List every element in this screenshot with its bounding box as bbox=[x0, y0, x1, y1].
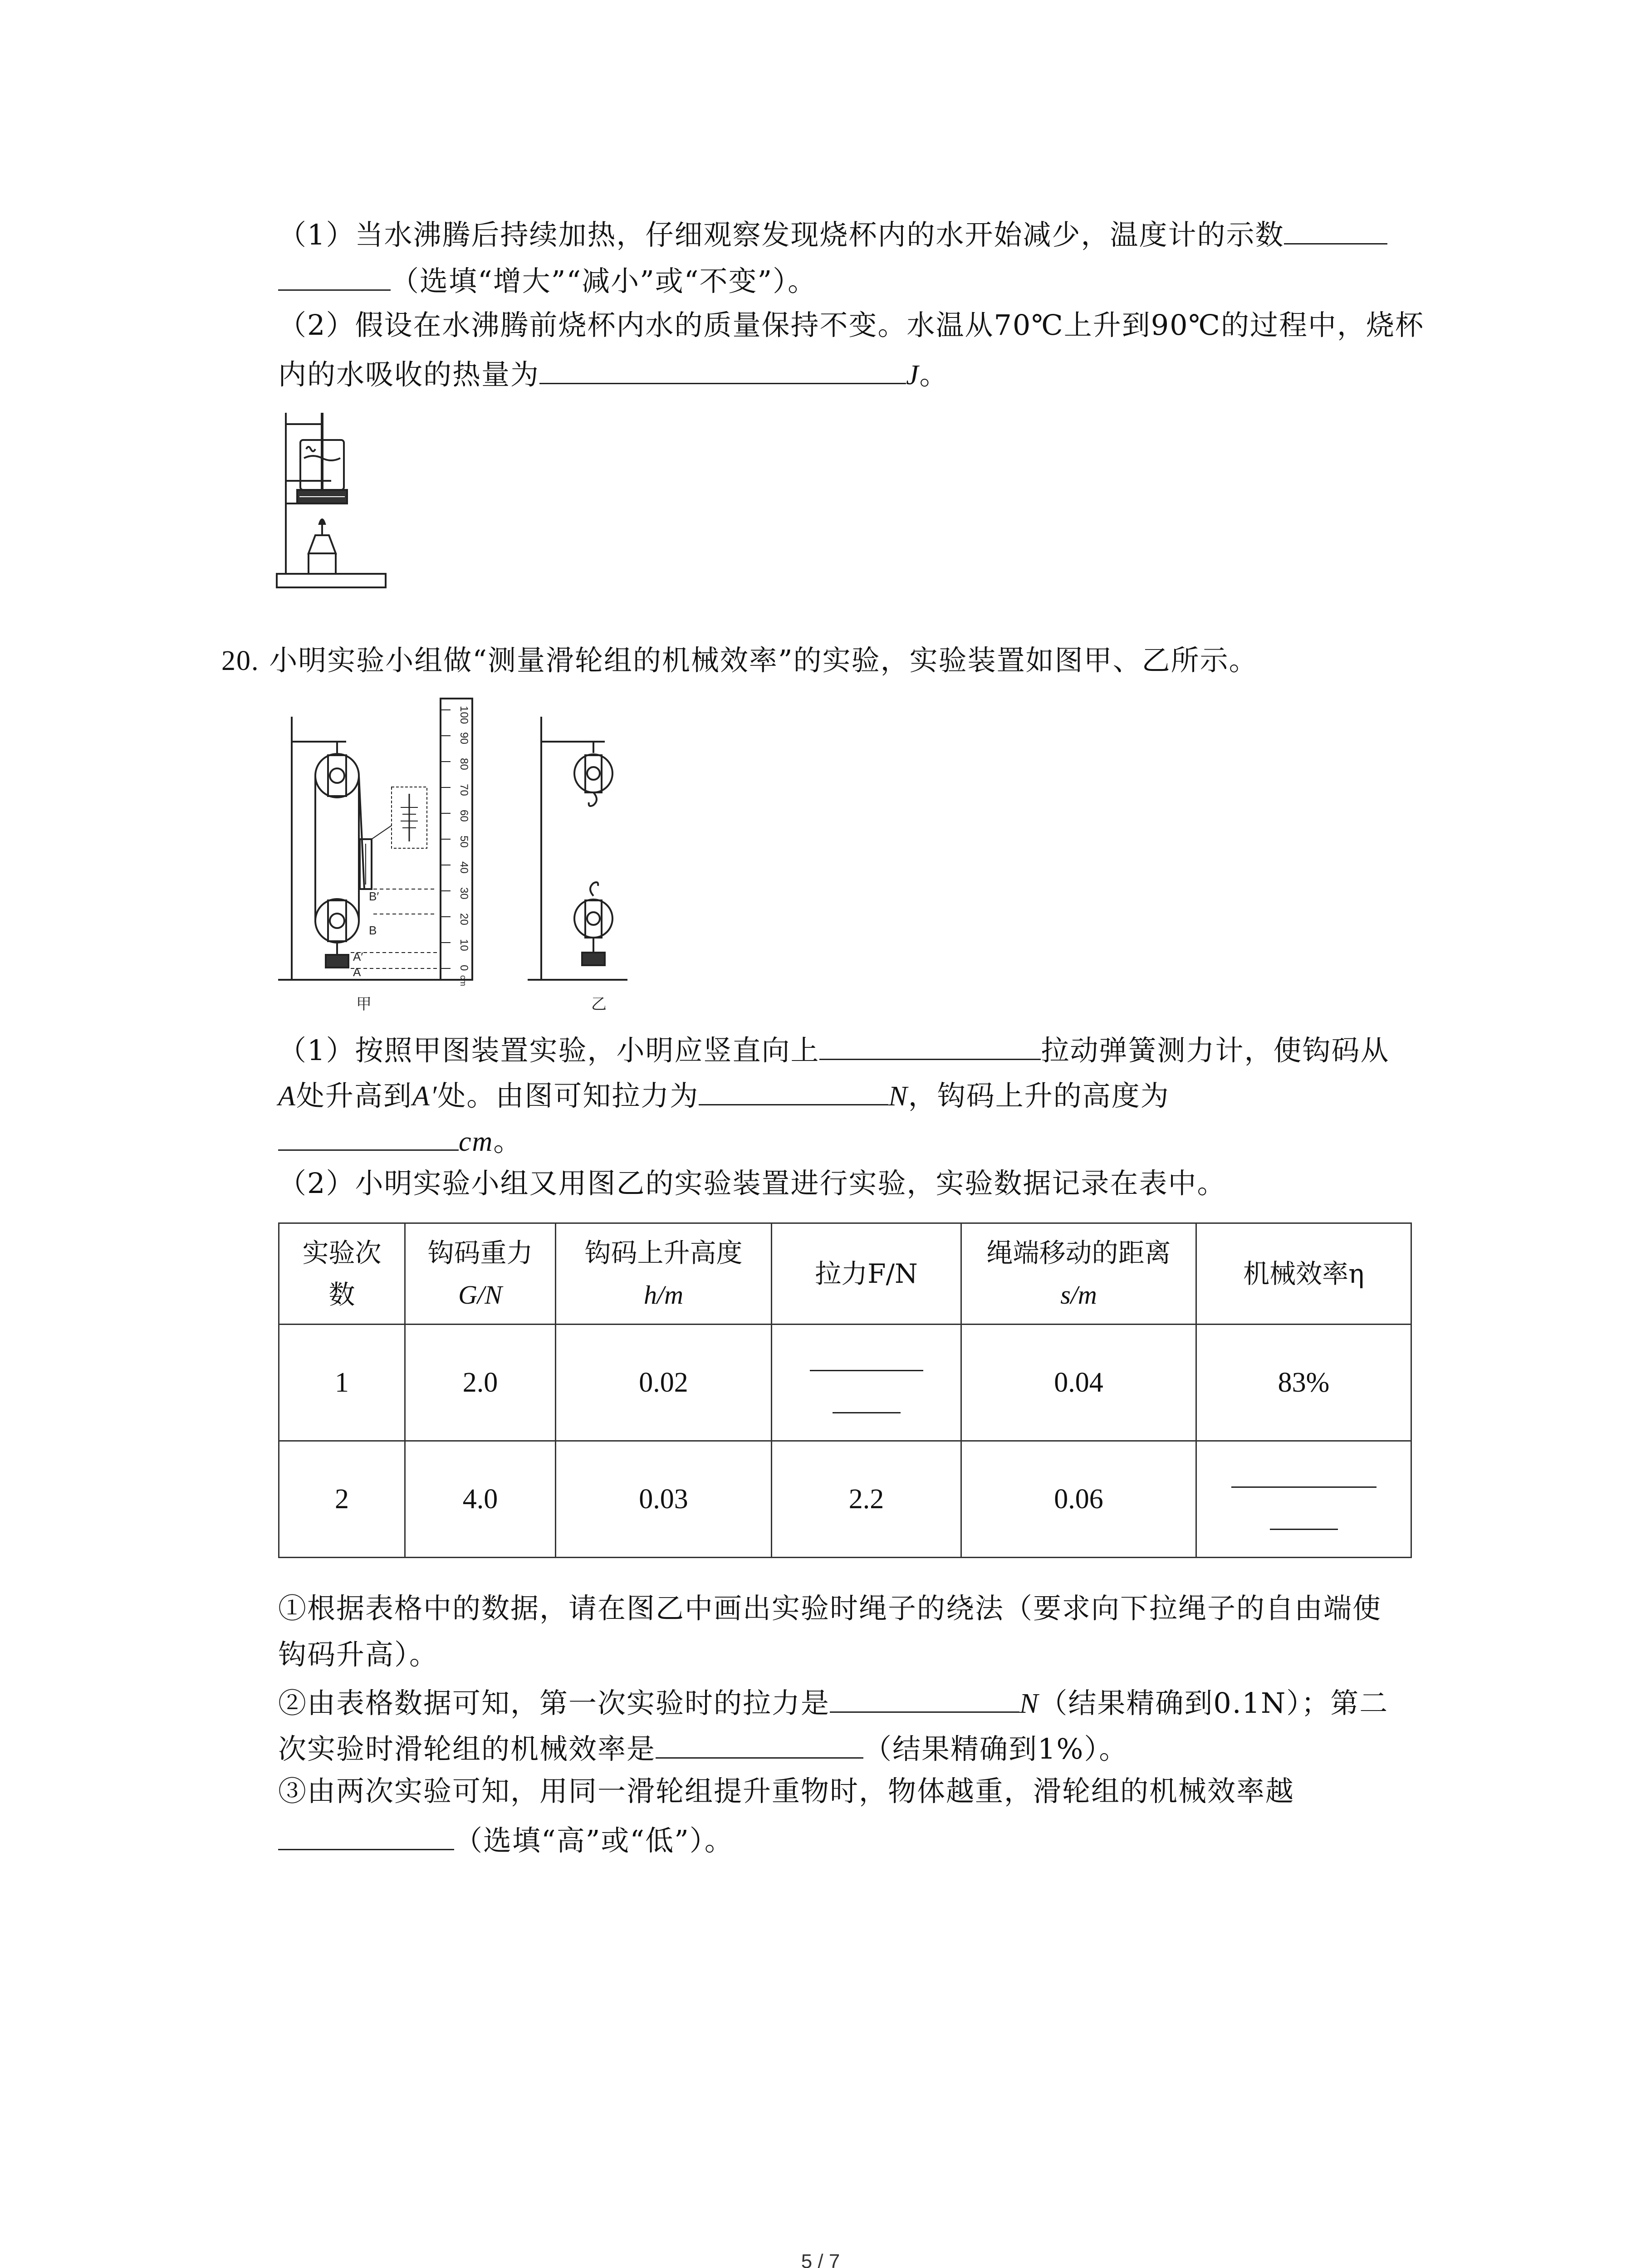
q20-sub2-blank-b[interactable] bbox=[656, 1732, 863, 1759]
point-label-a: A bbox=[353, 965, 361, 979]
q20-part1-blank-b[interactable] bbox=[699, 1079, 888, 1105]
q19-part2-answer-blank[interactable] bbox=[539, 357, 906, 384]
point-label-b-prime: B′ bbox=[369, 890, 379, 903]
q20-sub2-line2: 次实验时滑轮组的机械效率是 （结果精确到1%）。 bbox=[278, 1732, 1128, 1765]
q19-part2-line1: （2）假设在水沸腾前烧杯内水的质量保持不变。水温从70℃上升到90℃的过程中，烧杯 bbox=[278, 308, 1424, 342]
table-cell: 4.0 bbox=[405, 1441, 556, 1558]
table-cell-answer-blank[interactable] bbox=[772, 1325, 961, 1441]
yi-fixed-pulley bbox=[574, 754, 612, 792]
q19-part1-line2: （选填“增大”“减小”或“不变”）。 bbox=[278, 264, 817, 295]
table-cell: 1 bbox=[279, 1325, 405, 1441]
q20-sub2-blank-a[interactable] bbox=[830, 1686, 1019, 1713]
q20-sub3-line2: （选填“高”或“低”）。 bbox=[278, 1823, 734, 1855]
q20-sub1-line2: 钩码升高）。 bbox=[278, 1638, 439, 1671]
ruler-tick-label: 40 bbox=[458, 861, 470, 874]
ruler-tick-label: 0 bbox=[458, 965, 470, 971]
page-number: 5 / 7 bbox=[801, 2250, 840, 2268]
ruler-tick-label: 30 bbox=[458, 887, 470, 899]
q20-sub2-line1: ②由表格数据可知，第一次实验时的拉力是 N（结果精确到0.1N）；第二 bbox=[278, 1686, 1389, 1720]
ruler-tick-label: 20 bbox=[458, 913, 470, 925]
table-cell: 2 bbox=[279, 1441, 405, 1558]
table-cell: 0.04 bbox=[961, 1325, 1196, 1441]
q20-sub3-blank[interactable] bbox=[278, 1823, 454, 1850]
q19-part1-line1: （1）当水沸腾后持续加热，仔细观察发现烧杯内的水开始减少，温度计的示数 bbox=[278, 218, 1387, 249]
ruler-tick-label: 90 bbox=[458, 732, 470, 744]
ruler-unit-label: cm bbox=[459, 975, 468, 986]
ruler-tick-label: 80 bbox=[458, 758, 470, 770]
ruler-tick-label: 70 bbox=[458, 784, 470, 796]
ruler-tick-label: 100 bbox=[458, 706, 470, 724]
q19-part2-line2: 内的水吸收的热量为 J。 bbox=[278, 358, 949, 391]
q19-part1-answer-blank[interactable] bbox=[1284, 218, 1387, 244]
ruler-tick-label: 10 bbox=[458, 939, 470, 951]
figure-label-jia: 甲 bbox=[356, 995, 372, 1013]
table-header-cell: 钩码上升高度 h/m bbox=[556, 1223, 772, 1325]
yi-hook-weight bbox=[582, 953, 605, 965]
table-cell: 0.03 bbox=[556, 1441, 772, 1558]
table-cell: 2.2 bbox=[772, 1441, 961, 1558]
boiling-apparatus-figure bbox=[272, 404, 390, 590]
table-row bbox=[279, 1325, 1411, 1441]
q20-sub1-line1: ①根据表格中的数据，请在图乙中画出实验时绳子的绕法（要求向下拉绳子的自由端使 bbox=[278, 1592, 1382, 1625]
point-label-b: B bbox=[369, 924, 377, 937]
q20-part1-line1: （1）按照甲图装置实验，小明应竖直向上 拉动弹簧测力计，使钩码从 bbox=[278, 1034, 1390, 1067]
ruler-tick-label: 60 bbox=[458, 810, 470, 822]
table-cell-answer-blank[interactable] bbox=[1196, 1441, 1411, 1558]
q20-part1-line2: A处升高到A′处。由图可知拉力为 N，钩码上升的高度为 bbox=[278, 1079, 1170, 1112]
q20-sub3-line1: ③由两次实验可知，用同一滑轮组提升重物时，物体越重，滑轮组的机械效率越 bbox=[278, 1774, 1295, 1808]
table-header-cell: 实验次 数 bbox=[279, 1223, 405, 1325]
table-header-row bbox=[279, 1223, 1411, 1325]
point-label-a-prime: A′ bbox=[353, 950, 363, 963]
table-header-cell: 机械效率η bbox=[1196, 1223, 1411, 1325]
q20-stem: 20. 小明实验小组做“测量滑轮组的机械效率”的实验，实验装置如图甲、乙所示。 bbox=[221, 644, 1258, 677]
jia-movable-pulley bbox=[315, 899, 359, 943]
figure-label-yi: 乙 bbox=[591, 995, 607, 1013]
yi-movable-pulley bbox=[574, 899, 612, 938]
table-header-cell: 绳端移动的距离 s/m bbox=[961, 1223, 1196, 1325]
stand-base bbox=[277, 574, 386, 587]
table-header-cell: 钩码重力 G/N bbox=[405, 1223, 556, 1325]
table-cell: 0.06 bbox=[961, 1441, 1196, 1558]
table-cell: 83% bbox=[1196, 1325, 1411, 1441]
table-row bbox=[279, 1441, 1411, 1558]
table-cell: 2.0 bbox=[405, 1325, 556, 1441]
pulley-apparatus-figure bbox=[278, 689, 641, 1016]
jia-hook-weight bbox=[326, 955, 348, 968]
alcohol-lamp bbox=[309, 535, 336, 553]
q20-part2-intro: （2）小明实验小组又用图乙的实验装置进行实验，实验数据记录在表中。 bbox=[278, 1167, 1226, 1200]
table-header-cell: 拉力F/N bbox=[772, 1223, 961, 1325]
experiment-data-table bbox=[278, 1222, 1412, 1558]
jia-fixed-pulley bbox=[315, 754, 359, 797]
table-cell: 0.02 bbox=[556, 1325, 772, 1441]
q20-part1-blank-a[interactable] bbox=[819, 1033, 1041, 1060]
q20-part1-blank-c[interactable] bbox=[278, 1124, 459, 1151]
q20-part1-line3: cm。 bbox=[278, 1124, 522, 1156]
ruler-tick-label: 50 bbox=[458, 836, 470, 848]
